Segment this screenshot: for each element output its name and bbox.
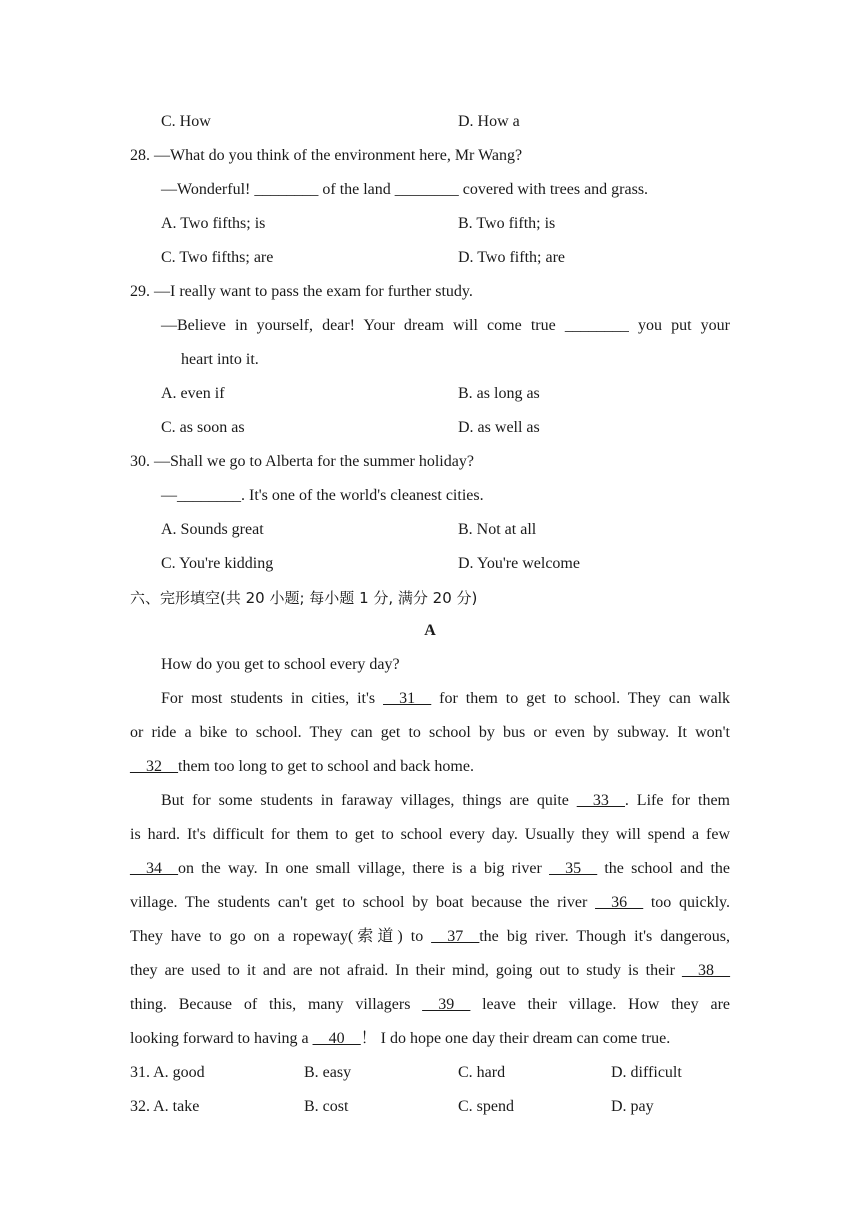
q29-option-d: D. as well as [458,419,540,436]
q28-reply-c: covered with trees and grass. [458,181,649,198]
blank-39: __39__ [422,996,471,1013]
q30-reply-a: — [161,487,177,504]
q29-option-a: A. even if [161,385,225,402]
text-span: them too long to get to school and back home. [178,758,474,775]
q32-option-d: D. pay [611,1098,654,1115]
text-span: they are used to it and are not afraid. In their mind, going out to study is their [130,962,682,979]
blank-34: __34__ [130,860,178,877]
text-span: thing. Because of this, many villagers [130,996,423,1013]
passage-line-4 [130,757,474,777]
q30-reply-b: . It's one of the world's cleanest cities. [241,487,484,504]
passage-line-7 [130,859,730,879]
q28-option-d: D. Two fifth; are [458,249,565,266]
text-span: For most students in cities, it's [161,690,384,707]
blank-40: __40__ [312,1030,361,1047]
passage-line-3: or ride a bike to school. They can get to school by bus or even by subway. It won't [130,724,730,741]
q30-option-a: A. Sounds great [161,521,264,538]
q28-stem: 28. —What do you think of the environment here, Mr Wang? [130,147,523,164]
q28-reply-b: of the land [318,181,395,198]
q29-option-b: B. as long as [458,385,540,402]
q30-reply [161,486,484,506]
text-span: But for some students in faraway villages, things are quite [161,792,577,809]
q31-option-d: D. difficult [611,1064,682,1081]
q32-option-a: 32. A. take [130,1098,200,1115]
q32-option-c: C. spend [458,1098,514,1115]
passage-line-12 [130,1029,670,1049]
blank-31: __31__ [383,690,432,707]
q28-option-b: B. Two fifth; is [458,215,556,232]
passage-line-5 [161,791,730,811]
passage-line-8 [130,893,730,913]
q30-option-c: C. You're kidding [161,555,274,572]
blank-35: __35__ [549,860,598,877]
passage-line-11 [130,995,730,1015]
text-span: looking forward to having a [130,1030,313,1047]
text-span: They have to go on a ropeway(索道) to [130,928,432,945]
text-span: too quickly. [643,894,731,911]
passage-line-2 [161,689,730,709]
q31-option-b: B. easy [304,1064,352,1081]
text-span: on the way. In one small village, there is a big river [178,860,550,877]
passage-line-6: is hard. It's difficult for them to get to school every day. Usually they will spend a few [130,826,730,843]
q30-blank: ________ [177,487,241,504]
q30-option-b: B. Not at all [458,521,537,538]
q28-blank-1: ________ [254,181,319,198]
q28-blank-2: ________ [394,181,459,198]
passage-label: A [424,622,436,639]
q28-reply [161,180,648,200]
q30-option-d: D. You're welcome [458,555,580,572]
q28-option-a: A. Two fifths; is [161,215,266,232]
q29-reply-line-1: —Believe in yourself, dear! Your dream will come true ________ you put your [161,317,730,334]
text-span: the school and the [597,860,731,877]
text-span: ！ I do hope one day their dream can come true. [360,1030,671,1047]
blank-32: __32__ [130,758,178,775]
q29-option-c: C. as soon as [161,419,245,436]
q32-option-b: B. cost [304,1098,349,1115]
q27-option-c: C. How [161,113,211,130]
q29-reply-line-2: heart into it. [181,351,259,368]
blank-38: __38__ [682,962,730,979]
text-span: the big river. Though it's dangerous, [479,928,730,945]
q31-option-c: C. hard [458,1064,506,1081]
passage-line-10 [130,961,730,981]
text-span: leave their village. How they are [470,996,731,1013]
text-span: . Life for them [624,792,731,809]
blank-36: __36__ [595,894,644,911]
blank-37: __37__ [431,928,480,945]
text-span: for them to get to school. They can walk [431,690,731,707]
q28-option-c: C. Two fifths; are [161,249,274,266]
blank-33: __33__ [576,792,625,809]
q27-option-d: D. How a [458,113,520,130]
text-span: village. The students can't get to school by boat because the river [130,894,596,911]
passage-line-9 [130,927,730,947]
q28-reply-a: —Wonderful! [161,181,255,198]
q31-option-a: 31. A. good [130,1064,205,1081]
q29-stem: 29. —I really want to pass the exam for further study. [130,283,473,300]
q30-stem: 30. —Shall we go to Alberta for the summer holiday? [130,453,474,470]
section-heading: 六、完形填空(共 20 小题; 每小题 1 分, 满分 20 分) [130,589,478,607]
passage-line-1: How do you get to school every day? [161,656,400,673]
